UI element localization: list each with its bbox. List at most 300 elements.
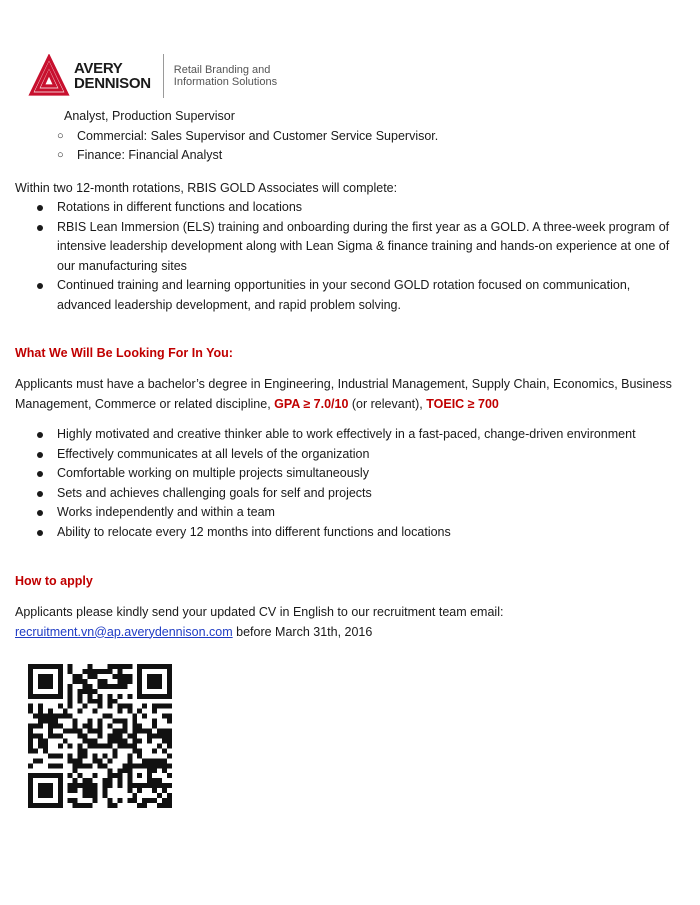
qr-module bbox=[38, 788, 43, 793]
qr-module bbox=[88, 783, 93, 788]
qr-module bbox=[137, 788, 142, 793]
qr-module bbox=[127, 788, 132, 793]
qr-module bbox=[167, 714, 172, 719]
list-item bbox=[15, 503, 680, 523]
qr-module bbox=[167, 689, 172, 694]
qr-module bbox=[127, 763, 132, 768]
qr-module bbox=[122, 729, 127, 734]
qr-module bbox=[88, 694, 93, 699]
qr-module bbox=[48, 773, 53, 778]
qr-module bbox=[157, 674, 162, 679]
qr-module bbox=[38, 709, 43, 714]
qr-module bbox=[127, 694, 132, 699]
qr-module bbox=[83, 684, 88, 689]
qr-module bbox=[117, 798, 122, 803]
qr-module bbox=[58, 694, 63, 699]
qr-module bbox=[33, 734, 38, 739]
qr-module bbox=[43, 664, 48, 669]
qr-module bbox=[122, 738, 127, 743]
qr-module bbox=[83, 793, 88, 798]
qr-module bbox=[137, 689, 142, 694]
qr-module bbox=[117, 704, 122, 709]
qr-module bbox=[147, 763, 152, 768]
qr-module bbox=[157, 694, 162, 699]
qr-module bbox=[152, 758, 157, 763]
qr-module bbox=[132, 724, 137, 729]
qr-module bbox=[102, 753, 107, 758]
qr-module bbox=[68, 689, 73, 694]
qr-module bbox=[43, 694, 48, 699]
qr-module bbox=[167, 674, 172, 679]
qr-module bbox=[43, 684, 48, 689]
qr-module bbox=[162, 714, 167, 719]
qr-module bbox=[28, 679, 33, 684]
requirements-paragraph bbox=[15, 375, 680, 414]
list-item bbox=[15, 484, 680, 504]
circle-bullet-icon: ○ bbox=[57, 149, 64, 161]
qr-module bbox=[38, 719, 43, 724]
list-item bbox=[15, 464, 680, 484]
qr-module bbox=[147, 694, 152, 699]
qr-module bbox=[28, 734, 33, 739]
qr-module bbox=[93, 729, 98, 734]
qr-module bbox=[48, 793, 53, 798]
requirements-text: Management, Commerce or related discipline, bbox=[15, 396, 275, 411]
apply-deadline: before March 31th, 2016 bbox=[232, 624, 373, 639]
qr-module bbox=[107, 798, 112, 803]
qr-module bbox=[48, 729, 53, 734]
qr-module bbox=[127, 704, 132, 709]
qr-module bbox=[98, 694, 103, 699]
qr-module bbox=[78, 689, 83, 694]
qr-module bbox=[43, 803, 48, 808]
qr-module bbox=[63, 709, 68, 714]
list-item bbox=[15, 445, 680, 465]
qr-module bbox=[152, 783, 157, 788]
qr-module bbox=[83, 748, 88, 753]
qr-module bbox=[28, 798, 33, 803]
qr-module bbox=[48, 674, 53, 679]
company-logo bbox=[28, 52, 277, 100]
qr-module bbox=[83, 689, 88, 694]
qr-module bbox=[98, 684, 103, 689]
qr-module bbox=[88, 763, 93, 768]
qr-module bbox=[83, 734, 88, 739]
qr-module bbox=[137, 773, 142, 778]
qr-module bbox=[58, 664, 63, 669]
tagline-line-2: Information Solutions bbox=[173, 76, 278, 88]
qr-module bbox=[93, 783, 98, 788]
qr-module bbox=[152, 763, 157, 768]
qr-module bbox=[58, 743, 63, 748]
qr-module bbox=[73, 674, 78, 679]
qr-module bbox=[127, 798, 132, 803]
qr-module bbox=[122, 719, 127, 724]
qr-module bbox=[167, 669, 172, 674]
qr-module bbox=[122, 768, 127, 773]
qr-module bbox=[122, 724, 127, 729]
qr-module bbox=[162, 694, 167, 699]
qr-module bbox=[58, 778, 63, 783]
qr-module bbox=[58, 674, 63, 679]
qr-module bbox=[107, 738, 112, 743]
qr-module bbox=[147, 738, 152, 743]
qr-module bbox=[162, 798, 167, 803]
qr-module bbox=[28, 773, 33, 778]
qr-module bbox=[147, 783, 152, 788]
qr-module bbox=[83, 679, 88, 684]
qr-module bbox=[98, 734, 103, 739]
qr-module bbox=[142, 729, 147, 734]
qr-module bbox=[28, 729, 33, 734]
list-item bbox=[15, 218, 680, 238]
qr-module bbox=[112, 738, 117, 743]
qr-module bbox=[58, 753, 63, 758]
qr-module bbox=[152, 724, 157, 729]
qr-module bbox=[73, 724, 78, 729]
qr-module bbox=[102, 763, 107, 768]
qr-module bbox=[142, 783, 147, 788]
bullet-dot-icon bbox=[37, 205, 43, 211]
qr-module bbox=[152, 768, 157, 773]
qr-module bbox=[68, 758, 73, 763]
qr-module bbox=[157, 664, 162, 669]
qr-module bbox=[68, 669, 73, 674]
qr-module bbox=[152, 788, 157, 793]
qr-module bbox=[107, 734, 112, 739]
tagline-line-1: Retail Branding and bbox=[173, 64, 271, 76]
circle-bullet-icon: ○ bbox=[57, 130, 64, 142]
qr-module bbox=[53, 753, 58, 758]
apply-line-2 bbox=[15, 623, 680, 643]
qr-module bbox=[117, 664, 122, 669]
bullet-dot-icon bbox=[37, 491, 43, 497]
qr-module bbox=[162, 783, 167, 788]
qr-module bbox=[167, 694, 172, 699]
qr-module bbox=[132, 719, 137, 724]
qr-module bbox=[157, 793, 162, 798]
qr-module bbox=[43, 793, 48, 798]
qr-module bbox=[152, 798, 157, 803]
qr-module bbox=[38, 738, 43, 743]
qr-module bbox=[137, 669, 142, 674]
qr-module bbox=[43, 738, 48, 743]
qr-module bbox=[28, 788, 33, 793]
qr-module bbox=[78, 803, 83, 808]
qr-module bbox=[117, 743, 122, 748]
qr-module bbox=[127, 778, 132, 783]
qr-module bbox=[58, 793, 63, 798]
qr-module bbox=[78, 709, 83, 714]
qr-module bbox=[78, 699, 83, 704]
rotations-list bbox=[15, 198, 680, 315]
list-item bbox=[15, 523, 680, 543]
qr-module bbox=[58, 788, 63, 793]
qr-module bbox=[83, 704, 88, 709]
qr-module bbox=[78, 763, 83, 768]
qr-module bbox=[167, 734, 172, 739]
qr-module bbox=[43, 783, 48, 788]
qr-module bbox=[98, 724, 103, 729]
list-item-text: Continued training and learning opportunities in your second GOLD rotation focused on communication, bbox=[57, 278, 631, 292]
qr-module bbox=[112, 719, 117, 724]
qr-module bbox=[88, 803, 93, 808]
qr-module bbox=[107, 758, 112, 763]
qr-module bbox=[98, 729, 103, 734]
qr-module bbox=[152, 704, 157, 709]
qr-module bbox=[38, 773, 43, 778]
qr-module bbox=[122, 684, 127, 689]
qr-module bbox=[112, 734, 117, 739]
qr-module bbox=[127, 674, 132, 679]
qr-module bbox=[122, 704, 127, 709]
qr-module bbox=[78, 674, 83, 679]
qr-module bbox=[58, 704, 63, 709]
qr-module bbox=[78, 734, 83, 739]
qr-module bbox=[83, 788, 88, 793]
qr-module bbox=[38, 803, 43, 808]
qr-module bbox=[142, 803, 147, 808]
qr-module bbox=[137, 664, 142, 669]
qr-module bbox=[33, 714, 38, 719]
qr-module bbox=[152, 719, 157, 724]
qr-module bbox=[102, 714, 107, 719]
qr-module bbox=[98, 763, 103, 768]
qr-module bbox=[157, 758, 162, 763]
qr-module bbox=[132, 714, 137, 719]
qr-module bbox=[107, 694, 112, 699]
qr-module bbox=[147, 664, 152, 669]
list-item-text: Rotations in different functions and locations bbox=[57, 200, 303, 214]
qr-module bbox=[102, 793, 107, 798]
qr-module bbox=[102, 783, 107, 788]
recruitment-email-link[interactable]: recruitment.vn@ap.averydennison.com bbox=[15, 624, 233, 639]
qr-module bbox=[157, 704, 162, 709]
qr-module bbox=[112, 729, 117, 734]
qr-module bbox=[88, 719, 93, 724]
qr-module bbox=[167, 798, 172, 803]
list-item-text: Sets and achieves challenging goals for self and projects bbox=[57, 485, 372, 500]
qr-module bbox=[43, 719, 48, 724]
qr-module bbox=[48, 679, 53, 684]
qr-module bbox=[93, 689, 98, 694]
qr-module bbox=[88, 664, 93, 669]
rotations-intro: Within two 12-month rotations, RBIS GOLD Associates will complete: bbox=[15, 181, 398, 195]
qr-module bbox=[58, 773, 63, 778]
qr-module bbox=[73, 758, 78, 763]
qr-module bbox=[112, 748, 117, 753]
qr-module bbox=[28, 684, 33, 689]
qr-module bbox=[147, 758, 152, 763]
qr-module bbox=[132, 748, 137, 753]
qr-module bbox=[43, 773, 48, 778]
qr-module bbox=[28, 793, 33, 798]
position-continued-prefix: Analyst, bbox=[64, 109, 112, 123]
qr-module bbox=[107, 684, 112, 689]
list-item bbox=[15, 425, 680, 445]
qr-module bbox=[88, 674, 93, 679]
qr-module bbox=[58, 783, 63, 788]
qr-module bbox=[157, 684, 162, 689]
avery-dennison-triangle-icon bbox=[28, 54, 70, 98]
apply-paragraph bbox=[15, 603, 680, 642]
qr-module bbox=[73, 803, 78, 808]
qr-module bbox=[117, 738, 122, 743]
qr-module bbox=[78, 694, 83, 699]
qr-module bbox=[162, 729, 167, 734]
qr-module bbox=[117, 773, 122, 778]
qr-module bbox=[137, 783, 142, 788]
qr-module bbox=[48, 724, 53, 729]
qr-module bbox=[38, 714, 43, 719]
qr-module bbox=[127, 758, 132, 763]
section-heading-looking-for: What We Will Be Looking For In You: bbox=[15, 346, 233, 360]
qr-module bbox=[147, 684, 152, 689]
qr-module bbox=[73, 783, 78, 788]
qr-module bbox=[137, 674, 142, 679]
qr-module bbox=[73, 798, 78, 803]
qr-module bbox=[58, 689, 63, 694]
qr-module bbox=[127, 679, 132, 684]
list-item-text: Ability to relocate every 12 months into different functions and locations bbox=[57, 524, 451, 539]
qr-module bbox=[48, 664, 53, 669]
qr-module bbox=[107, 743, 112, 748]
bullet-dot-icon bbox=[37, 452, 43, 458]
qr-module bbox=[93, 674, 98, 679]
qr-module bbox=[132, 783, 137, 788]
qr-module bbox=[117, 778, 122, 783]
brand-wordmark bbox=[74, 61, 151, 91]
qr-module bbox=[68, 729, 73, 734]
qr-module bbox=[93, 709, 98, 714]
qr-module bbox=[162, 803, 167, 808]
qr-module bbox=[162, 738, 167, 743]
qr-module bbox=[38, 724, 43, 729]
qr-module bbox=[38, 694, 43, 699]
qr-module bbox=[162, 748, 167, 753]
qr-module bbox=[68, 664, 73, 669]
qr-module bbox=[132, 729, 137, 734]
qr-module bbox=[88, 793, 93, 798]
requirements-line-1: Applicants must have a bachelor’s degree in Engineering, Industrial Management, Supply Chain, Economics, Business bbox=[15, 377, 672, 391]
qr-module bbox=[167, 738, 172, 743]
qr-module bbox=[152, 734, 157, 739]
qr-module bbox=[137, 748, 142, 753]
brand-line-1: AVERY bbox=[74, 60, 123, 77]
qr-module bbox=[117, 709, 122, 714]
qr-module bbox=[38, 783, 43, 788]
qr-module bbox=[73, 763, 78, 768]
qr-module bbox=[73, 788, 78, 793]
qr-module bbox=[53, 714, 58, 719]
qr-module bbox=[68, 694, 73, 699]
qr-module bbox=[58, 803, 63, 808]
qr-module bbox=[132, 734, 137, 739]
qr-module bbox=[43, 714, 48, 719]
qr-module bbox=[162, 763, 167, 768]
qr-module bbox=[53, 664, 58, 669]
qr-module bbox=[88, 684, 93, 689]
qr-module bbox=[112, 803, 117, 808]
qr-module bbox=[63, 714, 68, 719]
qr-module bbox=[33, 664, 38, 669]
qr-module bbox=[142, 763, 147, 768]
qr-module bbox=[28, 704, 33, 709]
qr-module bbox=[33, 748, 38, 753]
qr-module bbox=[28, 689, 33, 694]
qr-module bbox=[137, 753, 142, 758]
qr-module bbox=[157, 743, 162, 748]
qr-module bbox=[152, 778, 157, 783]
qr-module bbox=[107, 768, 112, 773]
qr-module bbox=[127, 709, 132, 714]
qr-module bbox=[73, 719, 78, 724]
qr-module bbox=[28, 778, 33, 783]
qr-module bbox=[122, 743, 127, 748]
qr-module bbox=[137, 803, 142, 808]
qr-module bbox=[167, 719, 172, 724]
qr-module bbox=[28, 674, 33, 679]
qr-module bbox=[88, 689, 93, 694]
qr-module bbox=[93, 788, 98, 793]
qr-module bbox=[38, 679, 43, 684]
qr-module bbox=[78, 748, 83, 753]
qr-module bbox=[117, 684, 122, 689]
qr-module bbox=[117, 768, 122, 773]
list-item-text: RBIS Lean Immersion (ELS) training and onboarding during the first year as a GOLD. A three-week program of bbox=[57, 219, 670, 234]
qr-module bbox=[107, 714, 112, 719]
qr-module bbox=[28, 738, 33, 743]
qr-module bbox=[117, 734, 122, 739]
qr-module bbox=[68, 714, 73, 719]
qr-module bbox=[88, 729, 93, 734]
qr-module bbox=[98, 719, 103, 724]
qr-module bbox=[132, 798, 137, 803]
qr-module bbox=[73, 729, 78, 734]
qr-module bbox=[38, 684, 43, 689]
qr-module bbox=[157, 679, 162, 684]
qr-module bbox=[137, 684, 142, 689]
qr-module bbox=[98, 704, 103, 709]
qr-module bbox=[127, 768, 132, 773]
qr-module bbox=[68, 783, 73, 788]
qr-module bbox=[147, 778, 152, 783]
qr-module bbox=[152, 694, 157, 699]
qr-module bbox=[152, 684, 157, 689]
qr-module bbox=[38, 734, 43, 739]
qr-module bbox=[167, 753, 172, 758]
brand-line-2: DENNISON bbox=[74, 75, 151, 92]
qr-module bbox=[33, 758, 38, 763]
qr-module bbox=[117, 674, 122, 679]
qr-module bbox=[127, 664, 132, 669]
qr-module bbox=[68, 798, 73, 803]
qr-module bbox=[88, 778, 93, 783]
qr-module bbox=[137, 729, 142, 734]
qr-module bbox=[102, 778, 107, 783]
position-commercial bbox=[57, 127, 439, 147]
qr-module bbox=[68, 788, 73, 793]
qr-module bbox=[112, 664, 117, 669]
brand-tagline bbox=[174, 64, 277, 88]
qr-module bbox=[157, 734, 162, 739]
list-item-text: Effectively communicates at all levels of the organization bbox=[57, 446, 370, 461]
qr-module bbox=[137, 679, 142, 684]
apply-line-1: Applicants please kindly send your updated CV in English to our recruitment team email: bbox=[15, 605, 504, 619]
qr-module bbox=[162, 664, 167, 669]
qr-module bbox=[142, 714, 147, 719]
qr-module bbox=[43, 743, 48, 748]
